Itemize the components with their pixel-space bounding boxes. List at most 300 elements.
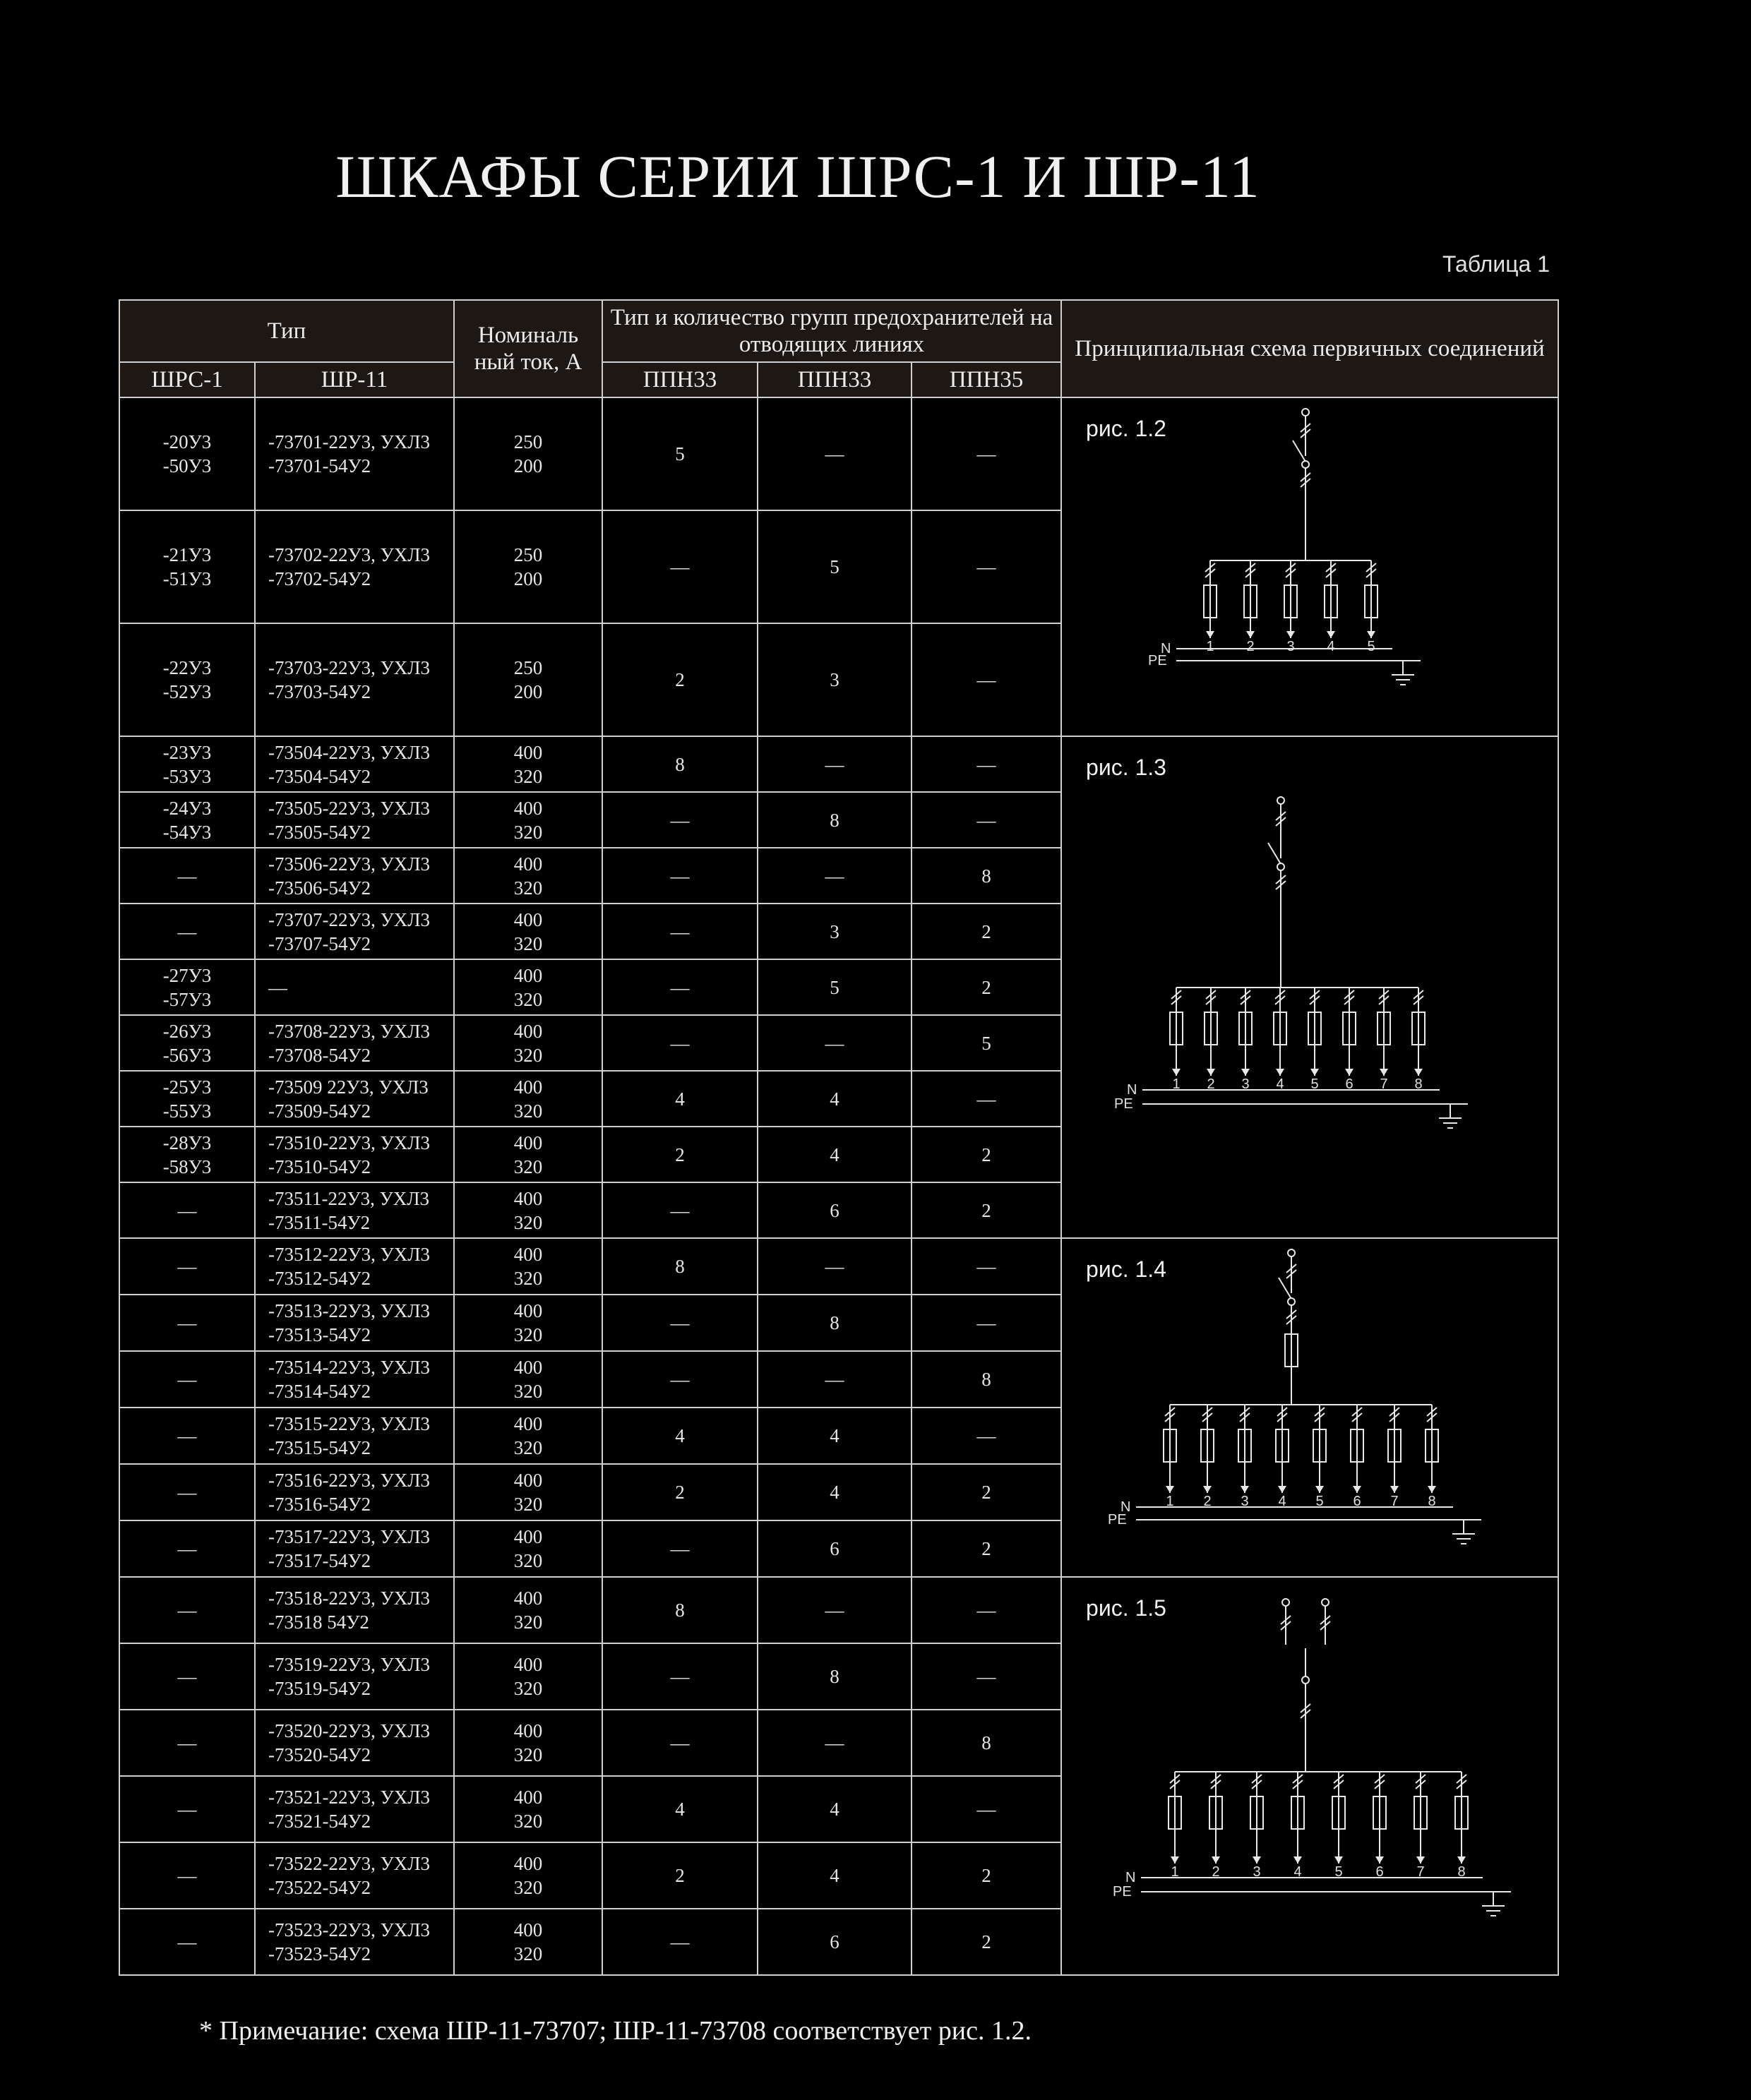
cell-ppn33a (602, 904, 758, 959)
output-number: 4 (1276, 1076, 1284, 1092)
cell-shr-text: -73517-22У3, УХЛ3 -73517-54У2 (268, 1526, 431, 1571)
cell-ppn33a (602, 397, 758, 510)
cell-ppn35-text: — (976, 1799, 996, 1820)
cell-ppn35-text: — (976, 556, 996, 577)
scheme-label: рис. 1.5 (1086, 1595, 1166, 1621)
cell-ppn35 (912, 1464, 1061, 1520)
cell-current-text: 400 320 (513, 1470, 543, 1515)
cell-shrs (119, 1295, 255, 1351)
cell-ppn35 (912, 623, 1061, 736)
cell-ppn33a-text: 2 (675, 1482, 685, 1503)
cell-current-text: 400 320 (513, 741, 543, 787)
cell-ppn35-text: 2 (981, 1144, 991, 1165)
cell-ppn35 (912, 1071, 1061, 1127)
n-label: N (1161, 641, 1171, 656)
cell-shr-text: -73521-22У3, УХЛ3 -73521-54У2 (268, 1787, 431, 1832)
footnote: * Примечание: схема ШР-11-73707; ШР-11-73708 соответствует рис. 1.2. (199, 2016, 1032, 2046)
cell-shr (255, 792, 454, 848)
cell-ppn33b (758, 736, 912, 792)
cell-ppn33a-text: — (670, 1369, 690, 1390)
cell-current (454, 1643, 602, 1710)
cell-ppn33b (758, 1071, 912, 1127)
cell-ppn33b (758, 1842, 912, 1909)
cell-ppn33b (758, 1520, 912, 1577)
cell-ppn35 (912, 1909, 1061, 1975)
cell-ppn33b-text: 4 (830, 1425, 839, 1446)
cell-ppn33b (758, 1710, 912, 1776)
cell-ppn33b (758, 1408, 912, 1464)
cell-shr-text: -73510-22У3, УХЛ3 -73510-54У2 (268, 1132, 431, 1177)
cell-ppn33a (602, 1071, 758, 1127)
cell-ppn35 (912, 848, 1061, 904)
cell-ppn35-text: — (976, 669, 996, 690)
output-number: 3 (1241, 1076, 1250, 1092)
cell-ppn35-text: 2 (981, 1931, 991, 1952)
output-number: 1 (1206, 639, 1214, 654)
table-row (119, 397, 1558, 510)
cell-ppn35 (912, 1577, 1061, 1643)
output-number: 8 (1414, 1076, 1423, 1092)
cell-ppn33b (758, 510, 912, 623)
output-number: 7 (1390, 1494, 1399, 1509)
output-number: 7 (1380, 1076, 1388, 1092)
cell-shrs-text: — (177, 1732, 197, 1753)
cell-ppn33b (758, 1909, 912, 1975)
cell-shr-text: -73505-22У3, УХЛ3 -73505-54У2 (268, 797, 431, 843)
cell-current-text: 400 320 (513, 797, 543, 843)
cell-ppn35-text: — (976, 1666, 996, 1687)
cell-shrs-text: — (177, 1538, 197, 1559)
cell-shrs (119, 1127, 255, 1182)
cell-shr (255, 1710, 454, 1776)
cell-ppn35 (912, 1238, 1061, 1295)
cell-shrs-text: -28У3 -58У3 (162, 1132, 212, 1177)
cell-shrs-text: -23У3 -53У3 (162, 741, 212, 787)
table-label: Таблица 1 (1442, 251, 1550, 277)
cell-current-text: 400 320 (513, 1132, 543, 1177)
cell-shrs (119, 848, 255, 904)
cell-shrs-text: — (177, 1256, 197, 1277)
cell-current-text: 400 320 (513, 1787, 543, 1832)
cell-shr-text: -73703-22У3, УХЛ3 -73703-54У2 (268, 657, 431, 702)
cell-shrs-text: — (177, 1312, 197, 1333)
header-current: Номиналь ный ток, А (454, 300, 602, 397)
cell-ppn35 (912, 510, 1061, 623)
header-scheme: Принципиальная схема первичных соединений (1061, 300, 1558, 397)
cell-ppn35 (912, 1351, 1061, 1408)
cell-current-text: 400 320 (513, 1300, 543, 1345)
cell-ppn33a (602, 736, 758, 792)
cell-shrs (119, 1643, 255, 1710)
cell-shrs (119, 1015, 255, 1071)
output-number: 2 (1212, 1864, 1220, 1880)
cell-ppn33b-text: — (825, 1256, 844, 1277)
cell-current (454, 1710, 602, 1776)
cell-current (454, 510, 602, 623)
pe-label: PE (1108, 1512, 1127, 1528)
cell-current (454, 1577, 602, 1643)
table-body (119, 397, 1558, 1975)
cell-shr-text: -73509 22У3, УХЛ3 -73509-54У2 (268, 1076, 429, 1122)
output-number: 4 (1278, 1494, 1286, 1509)
cell-shr (255, 1643, 454, 1710)
cell-ppn33b (758, 848, 912, 904)
cell-ppn33a (602, 1182, 758, 1238)
cell-ppn33b (758, 1464, 912, 1520)
cell-shrs-text: -26У3 -56У3 (162, 1020, 212, 1066)
cell-shrs (119, 1351, 255, 1408)
cell-shrs-text: — (177, 1799, 197, 1820)
pe-label: PE (1148, 653, 1167, 668)
cell-ppn33a (602, 1295, 758, 1351)
cell-ppn33b (758, 397, 912, 510)
cell-ppn33a-text: — (670, 865, 690, 887)
cell-ppn35 (912, 1520, 1061, 1577)
cell-ppn33a (602, 1127, 758, 1182)
cell-shr (255, 1182, 454, 1238)
cell-ppn33a-text: 5 (675, 443, 685, 464)
cell-ppn33b (758, 1182, 912, 1238)
cell-current (454, 1776, 602, 1842)
cell-shrs (119, 792, 255, 848)
cell-shrs-text: -25У3 -55У3 (162, 1076, 212, 1122)
cell-shr (255, 1909, 454, 1975)
cell-ppn35 (912, 1776, 1061, 1842)
cell-ppn33b-text: 4 (830, 1144, 839, 1165)
scheme-cell (1061, 736, 1558, 1238)
cell-ppn35 (912, 1710, 1061, 1776)
cell-ppn33b-text: 6 (830, 1931, 839, 1952)
cell-shr-text: — (268, 976, 287, 998)
cell-current-text: 400 320 (513, 1357, 543, 1402)
cell-ppn35 (912, 959, 1061, 1015)
table-row (119, 736, 1558, 792)
cell-shr (255, 959, 454, 1015)
n-label: N (1125, 1870, 1136, 1885)
cell-shr (255, 1127, 454, 1182)
pe-label: PE (1113, 1884, 1132, 1900)
cell-shrs-text: — (177, 1666, 197, 1687)
cell-ppn33a-text: 2 (675, 1865, 685, 1886)
output-number: 3 (1241, 1494, 1249, 1509)
cell-current (454, 1238, 602, 1295)
cell-ppn33a-text: — (670, 976, 690, 998)
cell-shr (255, 736, 454, 792)
cell-ppn35-text: — (976, 1600, 996, 1621)
cell-shr-text: -73504-22У3, УХЛ3 -73504-54У2 (268, 741, 431, 787)
cell-shr-text: -73523-22У3, УХЛ3 -73523-54У2 (268, 1919, 431, 1964)
cell-current-text: 400 320 (513, 1413, 543, 1458)
cell-shr-text: -73519-22У3, УХЛ3 -73519-54У2 (268, 1654, 431, 1699)
cell-current (454, 736, 602, 792)
output-number: 7 (1416, 1864, 1425, 1880)
cell-current (454, 1464, 602, 1520)
cell-shr (255, 1071, 454, 1127)
cell-current-text: 400 320 (513, 1853, 543, 1898)
cell-shr (255, 1842, 454, 1909)
cell-ppn35 (912, 736, 1061, 792)
cell-shr (255, 1464, 454, 1520)
cell-current (454, 848, 602, 904)
header-ppn33b: ППН33 (758, 362, 912, 397)
cell-ppn35-text: — (976, 809, 996, 831)
cell-ppn35-text: — (976, 443, 996, 464)
header-ppn35: ППН35 (912, 362, 1061, 397)
scheme-label: рис. 1.3 (1086, 755, 1166, 780)
cell-shrs (119, 397, 255, 510)
cell-ppn33b-text: 4 (830, 1482, 839, 1503)
cell-shrs-text: — (177, 920, 197, 942)
cell-shr (255, 848, 454, 904)
cell-shrs (119, 1909, 255, 1975)
cell-ppn33a (602, 1643, 758, 1710)
cell-current (454, 1520, 602, 1577)
output-number: 5 (1334, 1864, 1343, 1880)
cell-current (454, 1842, 602, 1909)
cell-shr-text: -73511-22У3, УХЛ3 -73511-54У2 (268, 1187, 430, 1233)
output-number: 3 (1286, 639, 1295, 654)
cell-shrs (119, 1182, 255, 1238)
cell-shrs-text: -22У3 -52У3 (162, 657, 212, 702)
cell-ppn33a (602, 1710, 758, 1776)
cell-current-text: 400 320 (513, 1244, 543, 1289)
scheme-cell (1061, 397, 1558, 736)
cell-ppn33a-text: 8 (675, 1256, 685, 1277)
cell-shrs-text: — (177, 1600, 197, 1621)
output-number: 6 (1375, 1864, 1384, 1880)
header-fuses: Тип и количество групп предохранителей на отводящих линиях (602, 300, 1061, 362)
cell-ppn33b-text: 6 (830, 1538, 839, 1559)
cell-ppn33a (602, 792, 758, 848)
cell-current (454, 1295, 602, 1351)
cell-ppn33a-text: — (670, 1732, 690, 1753)
cell-shrs-text: -27У3 -57У3 (162, 964, 212, 1010)
cell-shrs (119, 1238, 255, 1295)
cell-shrs-text: — (177, 1369, 197, 1390)
cell-shrs-text: — (177, 1865, 197, 1886)
circuit-diagram (1062, 737, 1556, 1238)
output-number: 8 (1457, 1864, 1466, 1880)
cell-current-text: 400 320 (513, 1720, 543, 1765)
cell-ppn35-text: 2 (981, 976, 991, 998)
cell-ppn33b-text: 8 (830, 1312, 839, 1333)
cell-shrs (119, 1710, 255, 1776)
cell-ppn33b (758, 1643, 912, 1710)
scheme-label: рис. 1.4 (1086, 1256, 1166, 1282)
cell-current (454, 1071, 602, 1127)
output-number: 6 (1353, 1494, 1361, 1509)
cell-current-text: 400 320 (513, 1919, 543, 1964)
output-number: 1 (1166, 1494, 1174, 1509)
cell-ppn33a-text: 4 (675, 1088, 685, 1110)
cell-shrs-text: — (177, 1931, 197, 1952)
cell-ppn35 (912, 1295, 1061, 1351)
cell-ppn35 (912, 1127, 1061, 1182)
cell-ppn35-text: 2 (981, 1199, 991, 1221)
cell-ppn35-text: 8 (981, 865, 991, 887)
cell-ppn33a (602, 848, 758, 904)
cabinet-table (119, 299, 1559, 1976)
scheme-cell (1061, 1577, 1558, 1975)
cell-shr (255, 1238, 454, 1295)
cell-ppn33a-text: — (670, 1538, 690, 1559)
cell-ppn35-text: 2 (981, 920, 991, 942)
cell-ppn33a (602, 1577, 758, 1643)
cell-ppn33b (758, 904, 912, 959)
cell-ppn35 (912, 1842, 1061, 1909)
cell-ppn33b (758, 959, 912, 1015)
cell-shrs-text: — (177, 865, 197, 887)
cell-ppn35 (912, 792, 1061, 848)
cell-current (454, 623, 602, 736)
cell-shrs-text: — (177, 1425, 197, 1446)
cell-ppn33b (758, 1577, 912, 1643)
cell-shrs-text: — (177, 1482, 197, 1503)
cell-ppn33a-text: — (670, 1032, 690, 1054)
cell-current-text: 400 320 (513, 1020, 543, 1066)
cell-shr (255, 1295, 454, 1351)
output-number: 1 (1172, 1076, 1181, 1092)
cell-current-text: 400 320 (513, 1588, 543, 1633)
cell-shr (255, 904, 454, 959)
cell-ppn33b-text: — (825, 1032, 844, 1054)
cell-ppn33b (758, 792, 912, 848)
cell-ppn35-text: — (976, 1088, 996, 1110)
cell-ppn35 (912, 904, 1061, 959)
cell-shr (255, 1408, 454, 1464)
header-shr: ШР-11 (255, 362, 454, 397)
cell-shr-text: -73515-22У3, УХЛ3 -73515-54У2 (268, 1413, 431, 1458)
header-shrs: ШРС-1 (119, 362, 255, 397)
scheme-cell (1061, 1238, 1558, 1577)
cell-ppn33a (602, 510, 758, 623)
cell-ppn33b (758, 1127, 912, 1182)
cell-ppn35-text: 8 (981, 1732, 991, 1753)
cell-ppn35 (912, 1182, 1061, 1238)
cell-shr-text: -73702-22У3, УХЛ3 -73702-54У2 (268, 544, 431, 589)
cell-ppn33b-text: — (825, 1369, 844, 1390)
cell-ppn33a-text: 8 (675, 1600, 685, 1621)
cell-current-text: 400 320 (513, 908, 543, 954)
cell-ppn33a-text: 2 (675, 669, 685, 690)
cell-ppn33b-text: 5 (830, 556, 839, 577)
n-label: N (1127, 1082, 1137, 1098)
cell-ppn33a (602, 1909, 758, 1975)
cell-ppn33a (602, 1842, 758, 1909)
output-number: 2 (1207, 1076, 1215, 1092)
cell-ppn33a (602, 1520, 758, 1577)
cell-ppn33a-text: — (670, 1666, 690, 1687)
n-label: N (1120, 1499, 1131, 1515)
table-row (119, 1238, 1558, 1295)
cell-shrs (119, 1464, 255, 1520)
cell-shr-text: -73518-22У3, УХЛ3 -73518 54У2 (268, 1588, 431, 1633)
cell-ppn35 (912, 397, 1061, 510)
cell-current-text: 400 320 (513, 853, 543, 899)
cell-ppn33a-text: — (670, 556, 690, 577)
cell-ppn33b-text: — (825, 1600, 844, 1621)
cell-ppn33b-text: 4 (830, 1865, 839, 1886)
cell-current (454, 1127, 602, 1182)
cell-ppn35 (912, 1643, 1061, 1710)
output-number: 4 (1327, 639, 1335, 654)
header-type: Тип (119, 300, 454, 362)
cell-ppn35-text: — (976, 753, 996, 775)
cell-shr-text: -73514-22У3, УХЛ3 -73514-54У2 (268, 1357, 431, 1402)
cell-ppn33b-text: 3 (830, 920, 839, 942)
cell-ppn33a (602, 1464, 758, 1520)
cell-shr-text: -73701-22У3, УХЛ3 -73701-54У2 (268, 431, 431, 476)
cell-shrs (119, 1071, 255, 1127)
cell-shr-text: -73516-22У3, УХЛ3 -73516-54У2 (268, 1470, 431, 1515)
pe-label: PE (1114, 1096, 1133, 1112)
cell-ppn35-text: — (976, 1312, 996, 1333)
page-title: ШКАФЫ СЕРИИ ШРС-1 И ШР-11 (335, 143, 1260, 210)
cell-shr-text: -73512-22У3, УХЛ3 -73512-54У2 (268, 1244, 431, 1289)
cell-ppn33b-text: — (825, 865, 844, 887)
cell-ppn33a-text: — (670, 920, 690, 942)
cell-ppn33a (602, 1351, 758, 1408)
cell-current-text: 250 200 (513, 657, 543, 702)
cell-current (454, 904, 602, 959)
cell-current (454, 792, 602, 848)
cell-ppn33b-text: 3 (830, 669, 839, 690)
cell-shr (255, 1015, 454, 1071)
cell-current-text: 400 320 (513, 964, 543, 1010)
cell-current-text: 400 320 (513, 1654, 543, 1699)
cell-ppn33b-text: 5 (830, 976, 839, 998)
cell-ppn35-text: 2 (981, 1865, 991, 1886)
cell-shrs (119, 510, 255, 623)
circuit-diagram (1062, 1578, 1556, 1975)
cell-ppn33b (758, 1015, 912, 1071)
cell-ppn33b-text: — (825, 753, 844, 775)
cell-ppn33a-text: 4 (675, 1425, 685, 1446)
cell-shrs (119, 904, 255, 959)
cell-shr-text: -73708-22У3, УХЛ3 -73708-54У2 (268, 1020, 431, 1066)
cell-current-text: 400 320 (513, 1187, 543, 1233)
cell-current (454, 1351, 602, 1408)
table-row (119, 1577, 1558, 1643)
cell-shr (255, 510, 454, 623)
output-number: 5 (1315, 1494, 1324, 1509)
cell-current (454, 397, 602, 510)
circuit-diagram (1062, 1239, 1556, 1577)
cell-ppn33b-text: — (825, 1732, 844, 1753)
cell-shrs (119, 1577, 255, 1643)
cell-ppn33b-text: 6 (830, 1199, 839, 1221)
cell-ppn35-text: 5 (981, 1032, 991, 1054)
header-ppn33a: ППН33 (602, 362, 758, 397)
cell-shrs-text: — (177, 1199, 197, 1221)
cell-ppn33b-text: 8 (830, 1666, 839, 1687)
cell-current (454, 959, 602, 1015)
cell-ppn33a (602, 1776, 758, 1842)
cell-shrs (119, 959, 255, 1015)
cell-shrs (119, 1408, 255, 1464)
cell-ppn33a (602, 1408, 758, 1464)
cell-shr-text: -73513-22У3, УХЛ3 -73513-54У2 (268, 1300, 431, 1345)
cell-ppn33a-text: — (670, 1931, 690, 1952)
cell-current-text: 250 200 (513, 431, 543, 476)
cell-ppn33b-text: 4 (830, 1088, 839, 1110)
cell-shr (255, 1351, 454, 1408)
output-number: 5 (1310, 1076, 1319, 1092)
cell-shrs (119, 623, 255, 736)
cell-shrs (119, 736, 255, 792)
circuit-diagram (1062, 398, 1556, 736)
cell-shr-text: -73522-22У3, УХЛ3 -73522-54У2 (268, 1853, 431, 1898)
